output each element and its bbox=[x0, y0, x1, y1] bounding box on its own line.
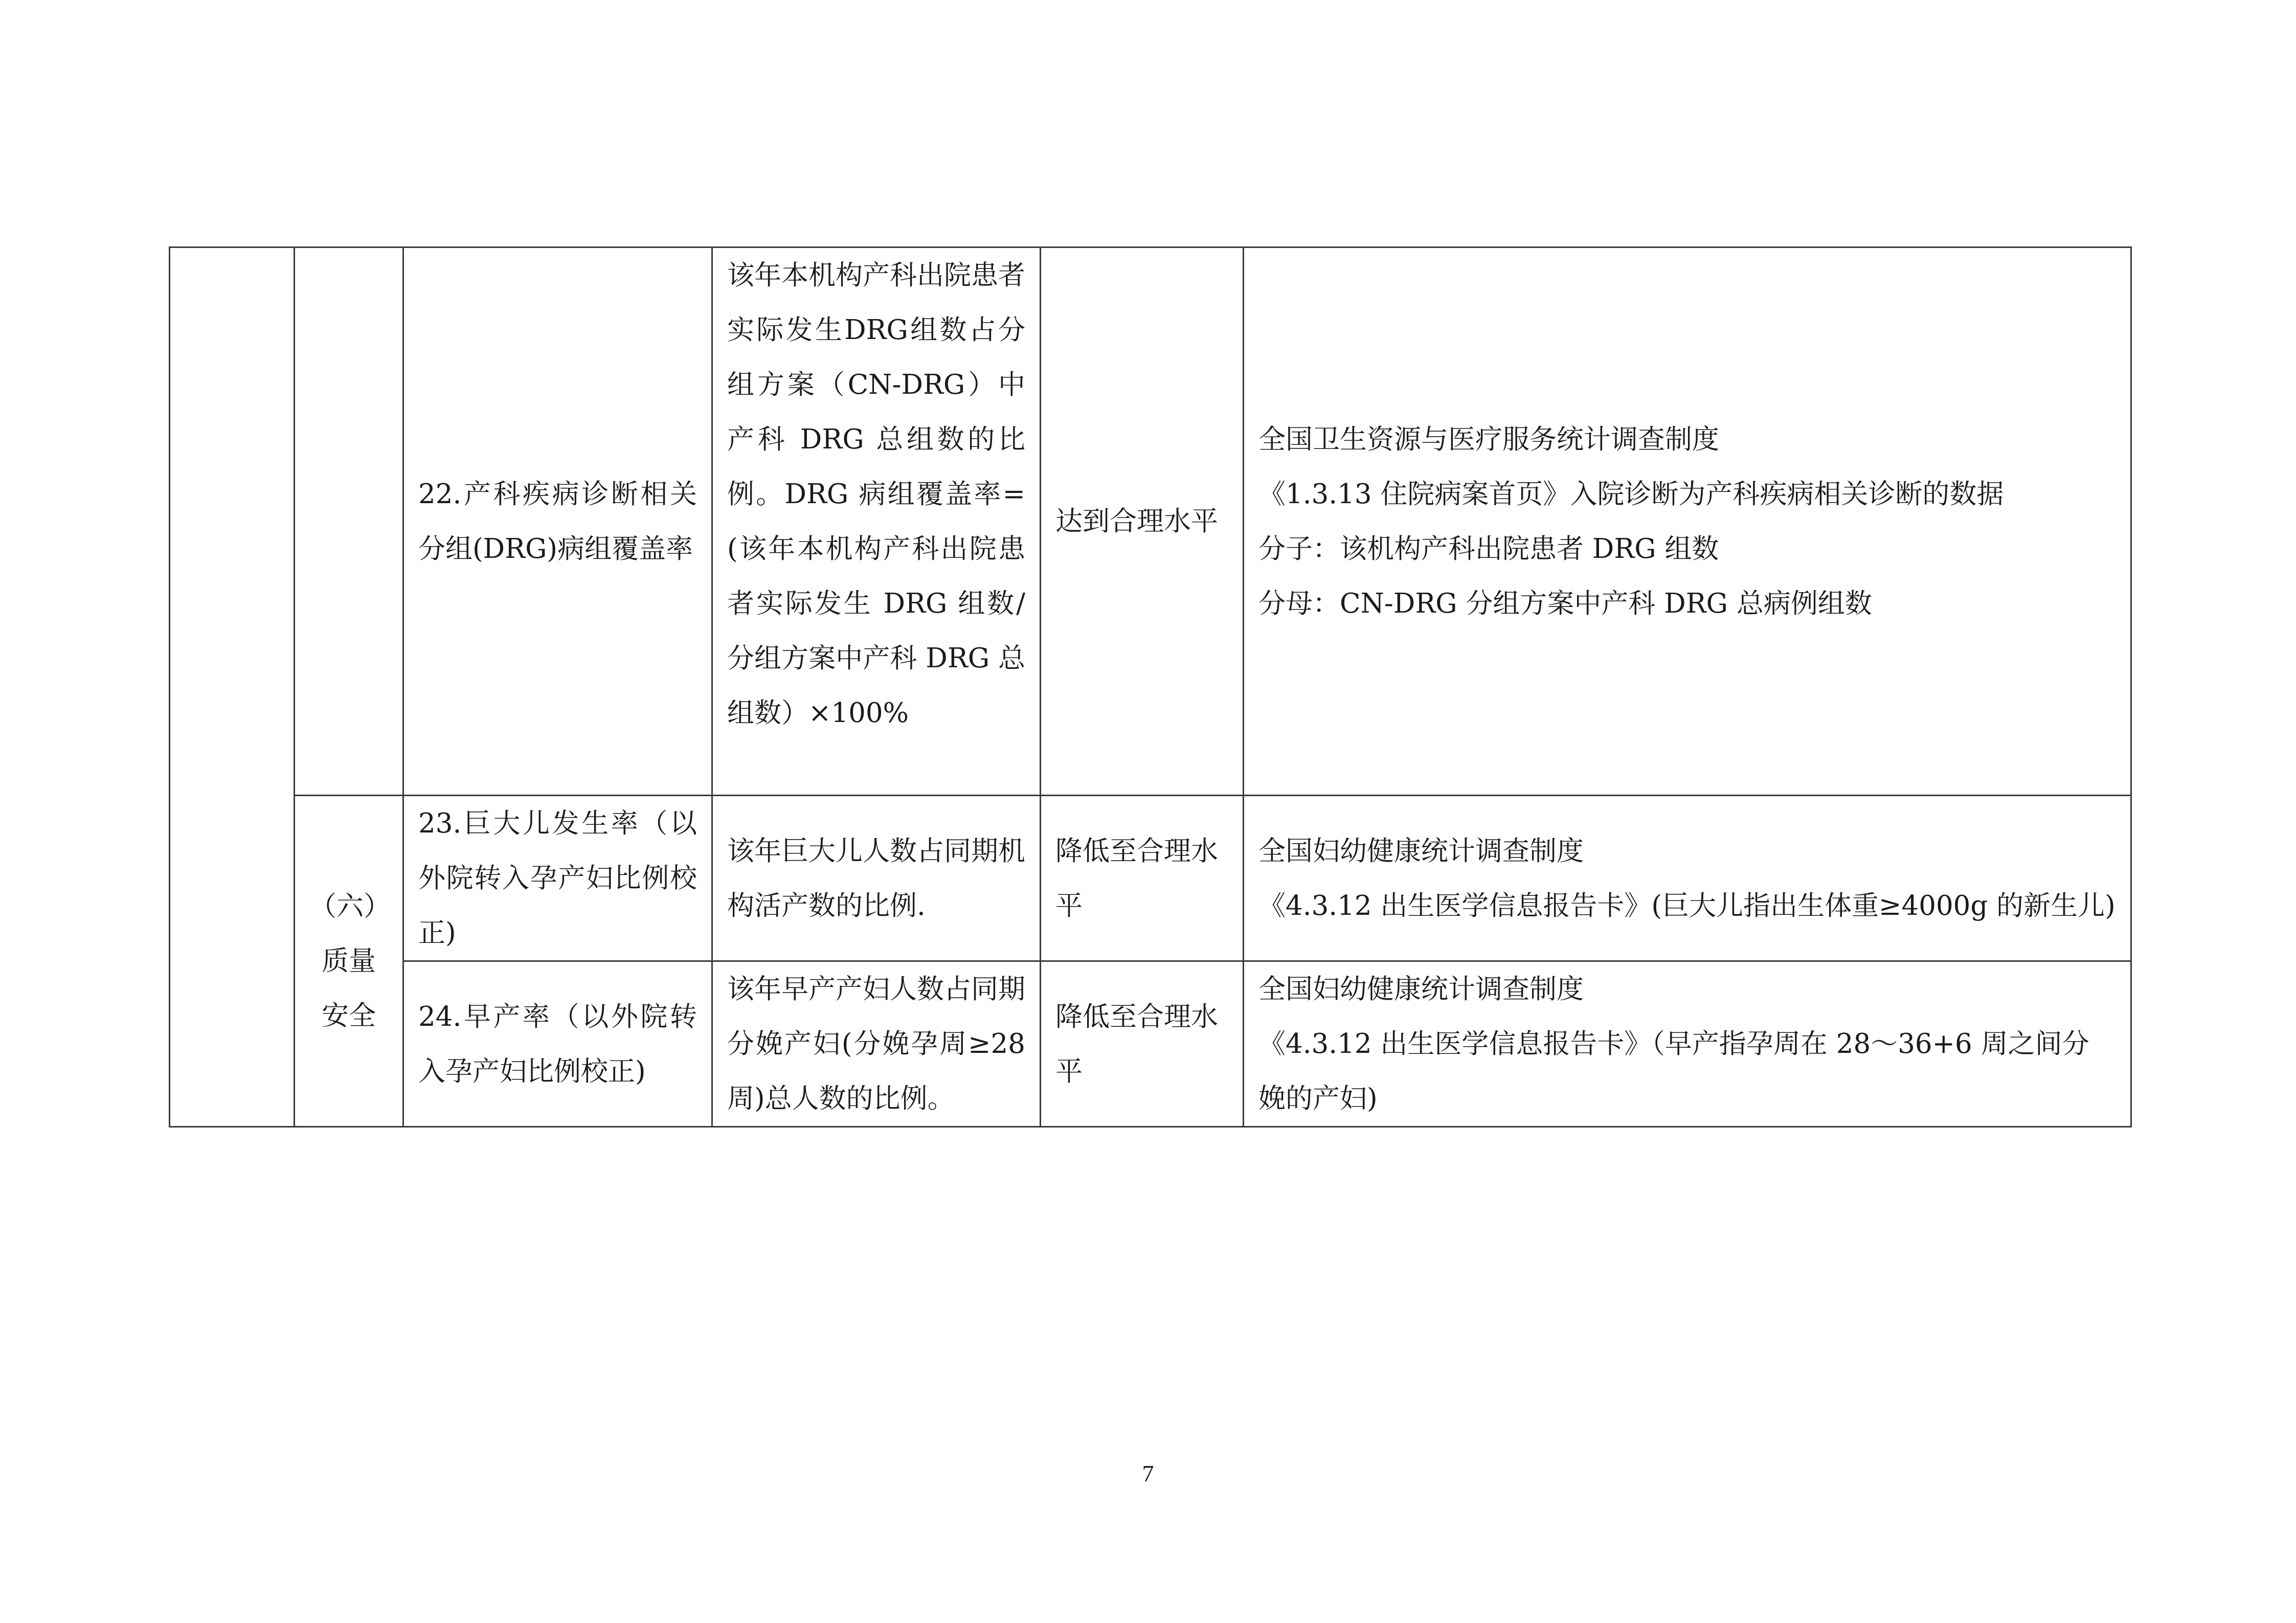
section-cell-empty bbox=[295, 247, 403, 796]
table-row bbox=[170, 796, 2131, 961]
indicator-target: 达到合理水平 bbox=[1041, 247, 1244, 796]
indicator-definition: 该年早产产妇人数占同期分娩产妇(分娩孕周≥28 周)总人数的比例。 bbox=[712, 961, 1041, 1127]
section-cell bbox=[295, 796, 403, 1127]
indicator-name: 23.巨大儿发生率（以外院转入孕产妇比例校正) bbox=[403, 796, 712, 961]
page-number: 7 bbox=[1142, 1460, 1154, 1486]
section-name-line: 安全 bbox=[322, 1000, 376, 1031]
data-source bbox=[1244, 796, 2131, 961]
data-source-line: 《4.3.12 出生医学信息报告卡》（早产指孕周在 28～36+6 周之间分娩的产妇) bbox=[1258, 1028, 2089, 1114]
data-source-line: 《1.3.13 住院病案首页》入院诊断为产科疾病相关诊断的数据 bbox=[1258, 478, 2004, 510]
indicator-name: 24.早产率（以外院转入孕产妇比例校正) bbox=[403, 961, 712, 1127]
data-source-line: 全国妇幼健康统计调查制度 bbox=[1258, 974, 1584, 1005]
data-source bbox=[1244, 961, 2131, 1127]
data-source-line: 全国卫生资源与医疗服务统计调查制度 bbox=[1258, 423, 1719, 455]
data-source-line: 分母：CN-DRG 分组方案中产科 DRG 总病例组数 bbox=[1258, 588, 1872, 619]
indicator-table bbox=[169, 246, 2132, 1128]
indicator-definition: 该年巨大儿人数占同期机构活产数的比例. bbox=[712, 796, 1041, 961]
indicator-target: 降低至合理水平 bbox=[1041, 796, 1244, 961]
indicator-target: 降低至合理水平 bbox=[1041, 961, 1244, 1127]
section-name-line: 质量 bbox=[322, 945, 376, 977]
data-source-line: 分子：该机构产科出院患者 DRG 组数 bbox=[1258, 533, 1719, 565]
table-row bbox=[170, 961, 2131, 1127]
data-source-line: 全国妇幼健康统计调查制度 bbox=[1258, 835, 1584, 867]
data-source-line: 《4.3.12 出生医学信息报告卡》(巨大儿指出生体重≥4000g 的新生儿) bbox=[1258, 890, 2115, 921]
indicator-definition: 该年本机构产科出院患者实际发生DRG组数占分组方案（CN-DRG）中产科 DRG 总组数的比例。DRG 病组覆盖率=(该年本机构产科出院患者实际发生 DRG 组数/分组方案中产科 DRG 总组数）×100% bbox=[712, 247, 1041, 796]
section-number: （六） bbox=[309, 891, 391, 922]
indicator-name: 22.产科疾病诊断相关分组(DRG)病组覆盖率 bbox=[403, 247, 712, 796]
table-row bbox=[170, 247, 2131, 796]
data-source bbox=[1244, 247, 2131, 796]
category-cell bbox=[170, 247, 295, 1127]
